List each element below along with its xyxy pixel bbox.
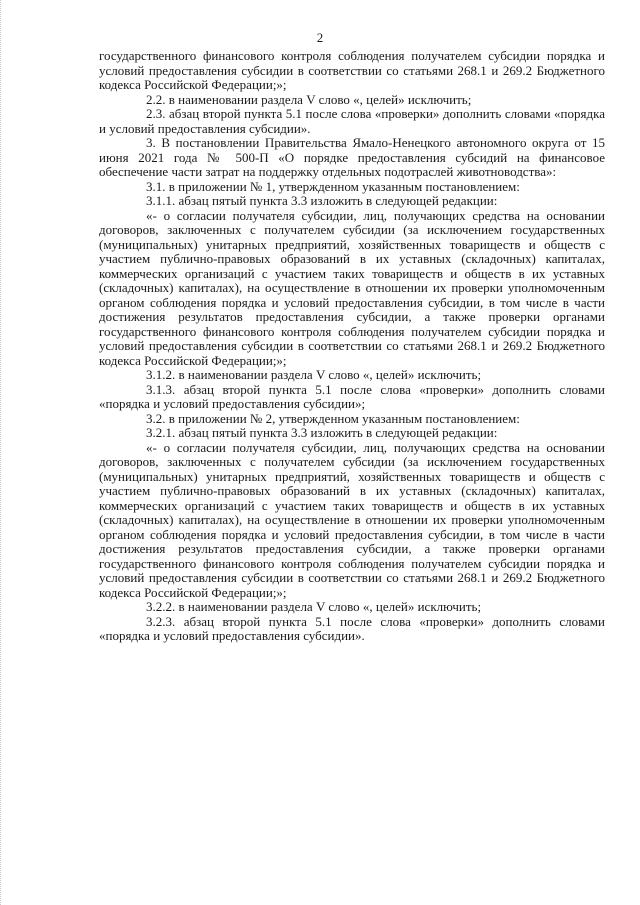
paragraph: 3.1.3. абзац второй пункта 5.1 после слова «проверки» дополнить словами «порядка и условий предоставления субсидии»; xyxy=(99,381,605,411)
paragraph: 2.3. абзац второй пункта 5.1 после слова «проверки» дополнить словами «порядка и условий предоставления субсидии». xyxy=(99,106,605,136)
scan-edge-marks xyxy=(0,0,7,905)
paragraph: 3.2. в приложении № 2, утвержденном указанным постановлением: xyxy=(146,410,520,426)
paragraph: «- о согласии получателя субсидии, лиц, получающих средства на основании договоров, заключенных с получателем субсидии (за исключением государственных (муниципальных) унитарных предприятий, хозяйственных товариществ и обществ с участием публично-правовых образований в их уставных (складочных) капиталах, коммерческих организаций с участием таких товариществ и обществ в их уставных (складочных) капиталах), на осуществление в отношении их проверки уполномоченным органом соблюдения порядка и условий предоставления субсидии, в том числе в части достижения результатов предоставления субсидии, а также проверки органами государственного финансового контроля соблюдения получателем субсидии порядка и условий предоставления субсидии в соответствии со статьями 268.1 и 269.2 Бюджетного кодекса Российской Федерации;»; xyxy=(99,207,605,368)
page-number: 2 xyxy=(316,30,324,45)
paragraph: 3.2.3. абзац второй пункта 5.1 после слова «проверки» дополнить словами «порядка и условий предоставления субсидии». xyxy=(99,613,605,643)
paragraph: 2.2. в наименовании раздела V слово «, целей» исключить; xyxy=(146,91,472,107)
document-body xyxy=(99,49,605,644)
paragraph: государственного финансового контроля соблюдения получателем субсидии порядка и условий предоставления субсидии в соответствии со статьями 268.1 и 269.2 Бюджетного кодекса Российской Федерации;»; xyxy=(99,48,605,92)
paragraph: 3.1.2. в наименовании раздела V слово «, целей» исключить; xyxy=(146,367,482,382)
paragraph: 3.1. в приложении № 1, утвержденном указанным постановлением: xyxy=(146,178,520,194)
paragraph: «- о согласии получателя субсидии, лиц, получающих средства на основании договоров, заключенных с получателем субсидии (за исключением государственных (муниципальных) унитарных предприятий, хозяйственных товариществ и обществ с участием публично-правовых образований в их уставных (складочных) капиталах, коммерческих организаций с участием таких товариществ и обществ в их уставных (складочных) капиталах), на осуществление в отношении их проверки уполномоченным органом соблюдения порядка и условий предоставления субсидии, в том числе в части достижения результатов предоставления субсидии, а также проверки органами государственного финансового контроля соблюдения получателем субсидии порядка и условий предоставления субсидии в соответствии со статьями 268.1 и 269.2 Бюджетного кодекса Российской Федерации;»; xyxy=(99,439,605,600)
paragraph: 3.1.1. абзац пятый пункта 3.3 изложить в следующей редакции: xyxy=(146,193,498,208)
paragraph: 3.2.2. в наименовании раздела V слово «, целей» исключить; xyxy=(146,599,482,614)
paragraph: 3. В постановлении Правительства Ямало-Ненецкого автономного округа от 15 июня 2021 года № 500-П «О порядке предоставления субсидий на финансовое обеспечение части затрат на поддержку отдельных подотраслей животноводства»: xyxy=(99,135,605,179)
paragraph: 3.2.1. абзац пятый пункта 3.3 изложить в следующей редакции: xyxy=(146,425,498,440)
